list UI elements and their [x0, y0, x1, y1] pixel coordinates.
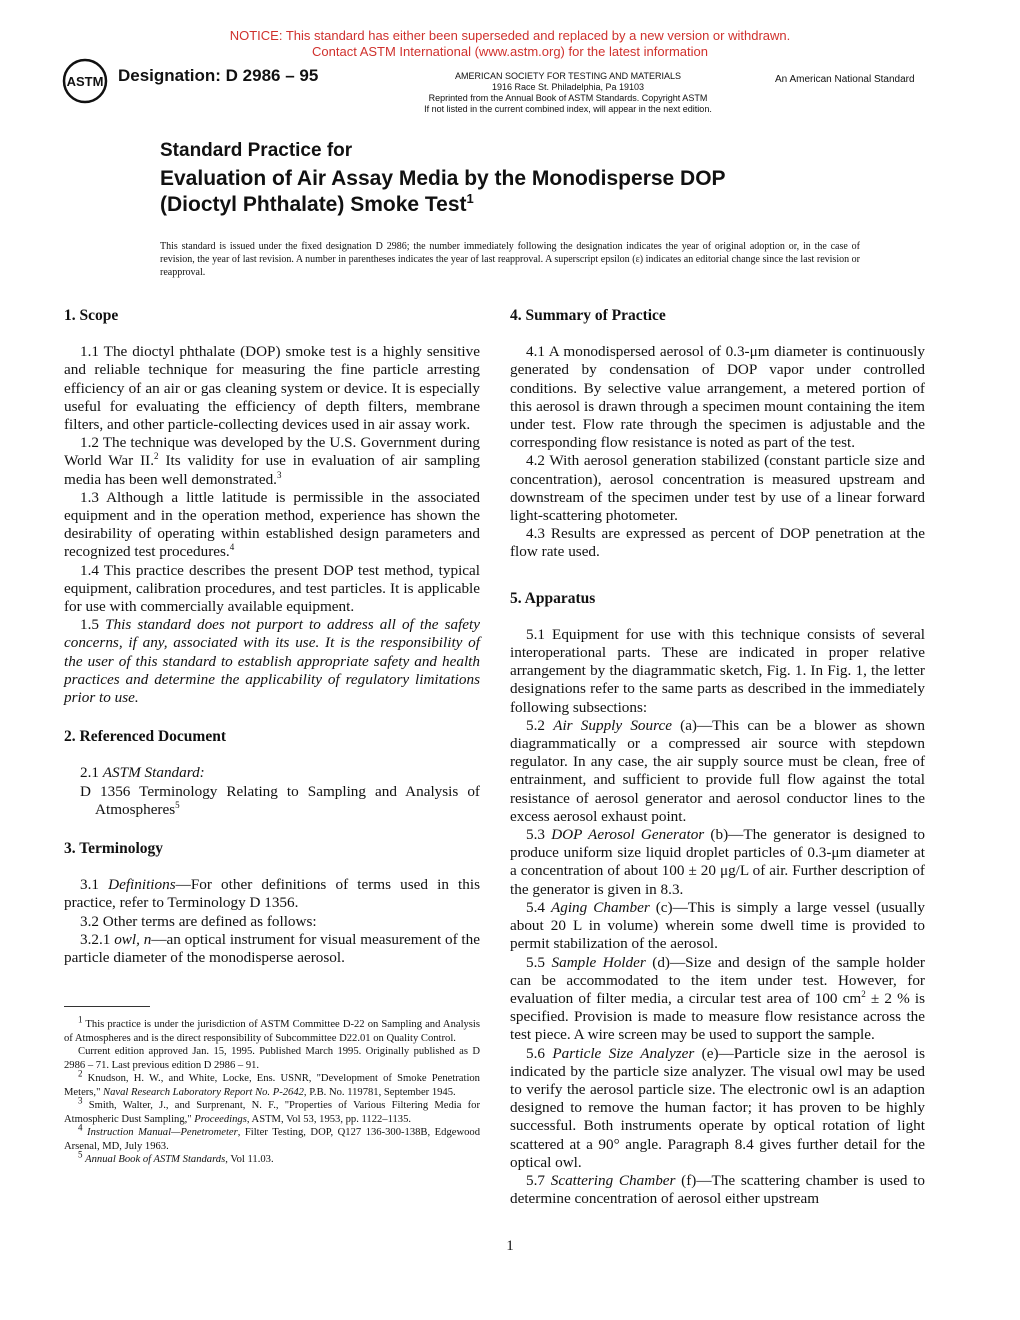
supersession-notice — [0, 28, 1020, 60]
title-footnote-mark: 1 — [466, 191, 474, 206]
reference-entry: D 1356 Terminology Relating to Sampling and Analysis of Atmospheres$^5$ — [80, 782, 480, 818]
paragraph: 3.2.1 owl, n—an optical instrument for visual measurement of the particle diameter of the monodisperse aerosol. — [64, 930, 480, 967]
title-line-3: (Dioctyl Phthalate) Smoke Test$^1$ — [160, 191, 474, 216]
paragraph: 5.1 Equipment for use with this technique consists of several interoperational parts. These are indicated in proper relative arrangement by the diagrammatic sketch, Fig. 1. In Fig. 1, the letter designations refer to the same parts as described in the immediately following subsections: — [510, 625, 925, 716]
paragraph: 1.4 This practice describes the present DOP test method, typical equipment, calibration procedures, and test particles. It is applicable for use with commercially available equipment. — [64, 561, 480, 616]
notice-line-2: Contact ASTM International (www.astm.org) for the latest information — [312, 44, 708, 59]
left-column — [64, 307, 480, 967]
society-line: If not listed in the current combined index, will appear in the next edition. — [424, 104, 712, 114]
section-heading-terminology: 3. Terminology — [64, 840, 164, 858]
society-line: Reprinted from the Annual Book of ASTM Standards. Copyright ASTM — [428, 93, 708, 103]
title-line-2: Evaluation of Air Assay Media by the Monodisperse DOP — [160, 167, 726, 190]
section-heading-scope: 1. Scope — [64, 307, 119, 324]
designation: Designation: D 2986 – 95 — [118, 66, 319, 85]
paragraph: 5.4 Aging Chamber (c)—This is simply a large vessel (usually about 20 L in volume) wherein some dwell time is provided to permit stabilization of the aerosol. — [510, 898, 926, 953]
footnote: $^1$ This practice is under the jurisdiction of ASTM Committee D-22 on Sampling and Analysis of Atmospheres and is the direct responsibility of Subcommittee D22.01 on Quality Control. — [64, 1014, 480, 1044]
section-heading-referenced: 2. Referenced Document — [64, 728, 226, 746]
paragraph: 3.1 Definitions—For other definitions of terms used in this practice, refer to Terminology D 1356. — [64, 876, 480, 912]
astm-logo-icon — [62, 58, 108, 104]
paragraph: 4.3 Results are expressed as percent of DOP penetration at the flow rate used. — [510, 525, 925, 561]
page-number: 1 — [506, 1238, 514, 1254]
paragraph: 1.1 The dioctyl phthalate (DOP) smoke test is a highly sensitive and reliable technique for measuring the fine particle arresting efficiency of an air or gas cleaning system or device. It is especially useful for evaluating the efficiency of depth filters, membrane filters, and other particle-collecting devices used in air assay work. — [64, 343, 480, 434]
paragraph: 1.5 This standard does not purport to address all of the safety concerns, if any, associated with its use. It is the responsibility of the user of this standard to establish appropriate safety and health practices and determine the applicability of regulatory limitations prior to use. — [64, 616, 481, 707]
society-line: 1916 Race St. Philadelphia, Pa 19103 — [491, 82, 645, 92]
national-standard-label: An American National Standard — [775, 74, 915, 85]
footnote: Current edition approved Jan. 15, 1995. Published March 1995. Originally published as D 2986 – 71. Last previous edition D 2986 – 91. — [64, 1046, 480, 1071]
notice-line-1: NOTICE: This standard has either been superseded and replaced by a new version or withdrawn. — [229, 28, 791, 43]
paragraph: 5.6 Particle Size Analyzer (e)—Particle size in the aerosol is indicated by the particle size analyzer. The visual owl may be used to verify the aerosol particle size. The electronic owl is an adaption designed to remove the human factor; it has proven to be highly successful. Both instruments operate by optical rotation of light scattered at a 90° angle. Paragraph 8.4 gives further detail for the optical owl. — [510, 1044, 925, 1171]
paragraph: 5.7 Scattering Chamber (f)—The scattering chamber is used to determine concentration of aerosol either upstream — [510, 1171, 925, 1208]
paragraph: 1.2 The technique was developed by the U.S. Government during World War II.$^2$ Its validity for use in evaluation of air sampling media has been well demonstrated.$^3$ — [64, 434, 480, 488]
footnote: $^2$ Knudson, H. W., and White, Locke, Ens. USNR, "Development of Smoke Penetration Meters," Naval Research Laboratory Report No. P-2642, P.B. No. 119781, September 1945. — [64, 1068, 480, 1098]
issued-note: This standard is issued under the fixed designation D 2986; the number immediately following the designation indicates the year of original adoption or, in the case of revision, the year of last revision. A number in parentheses indicates the year of last reapproval. A superscript epsilon (ε) indicates an editorial change since the last revision or reapproval. — [160, 241, 860, 278]
paragraph: 1.3 Although a little latitude is permissible in the associated equipment and in the operation method, experience has shown the desirability of operating within established design parameters and recognized test procedures.$^4$ — [64, 488, 480, 561]
footnote: $^4$ Instruction Manual—Penetrometer, Filter Testing, DOP, Q127 136-300-138B, Edgewood Arsenal, MD, July 1963. — [64, 1122, 480, 1152]
paragraph: 4.1 A monodispersed aerosol of 0.3-μm diameter is continuously generated by condensation of DOP vapor under controlled conditions. By selective value arrangement, a metered portion of this aerosol is drawn through a specimen mount containing the item under test. Flow rate through the specimen is adjustable and the corresponding flow resistance is noted as part of the test. — [510, 343, 925, 452]
paragraph: 3.2 Other terms are defined as follows: — [80, 912, 317, 930]
paragraph: 5.3 DOP Aerosol Generator (b)—The generator is designed to produce uniform size liquid droplet particles of 0.3-μm diameter at a concentration of about 100 ± 20 μg/L of air. Further description of the generator is given in 8.3. — [510, 826, 926, 898]
paragraph: 5.5 Sample Holder (d)—Size and design of the sample holder can be accommodated to the item under test. However, for evaluation of filter media, a circular test area of 100 $cm^2 \pm 2$ % is specified. Provision is made to measure flow resistance across the test piece. A wire screen may be used to support the sample. — [510, 953, 925, 1044]
title-line-1: Standard Practice for — [160, 140, 353, 161]
document-title — [160, 139, 860, 218]
footnote: $^3$ Smith, Walter, J., and Surprenant, N. F., "Properties of Various Filtering Media for Atmospheric Dust Sampling," Proceedings, ASTM, Vol 53, 1953, pp. 1122–1135. — [64, 1095, 480, 1125]
logo-text: ASTM — [66, 74, 104, 89]
right-column — [510, 307, 925, 1208]
paragraph: 5.2 Air Supply Source (a)—This can be a blower as shown diagrammatically or a compressed air source with stepdown regulator. In any case, the air supply source must be clean, free of entrainment, and sufficient to provide full flow against the total resistance of aerosol generator and aerosol conductor lines to the excess aerosol exhaust point. — [510, 716, 925, 825]
footnote-divider — [64, 1006, 150, 1007]
society-line: AMERICAN SOCIETY FOR TESTING AND MATERIALS — [454, 71, 682, 81]
footnote: $^5$ Annual Book of ASTM Standards, Vol 11.03. — [78, 1149, 274, 1165]
footnotes — [64, 1014, 480, 1167]
section-heading-summary: 4. Summary of Practice — [510, 307, 666, 324]
society-block — [408, 71, 728, 115]
paragraph: 4.2 With aerosol generation stabilized (constant particle size and concentration), aerosol concentration is measured upstream and downstream of the specimen under test by use of a linear forward light-scattering photometer. — [510, 452, 925, 525]
paragraph: 2.1 ASTM Standard: — [80, 764, 205, 782]
section-heading-apparatus: 5. Apparatus — [510, 589, 596, 607]
